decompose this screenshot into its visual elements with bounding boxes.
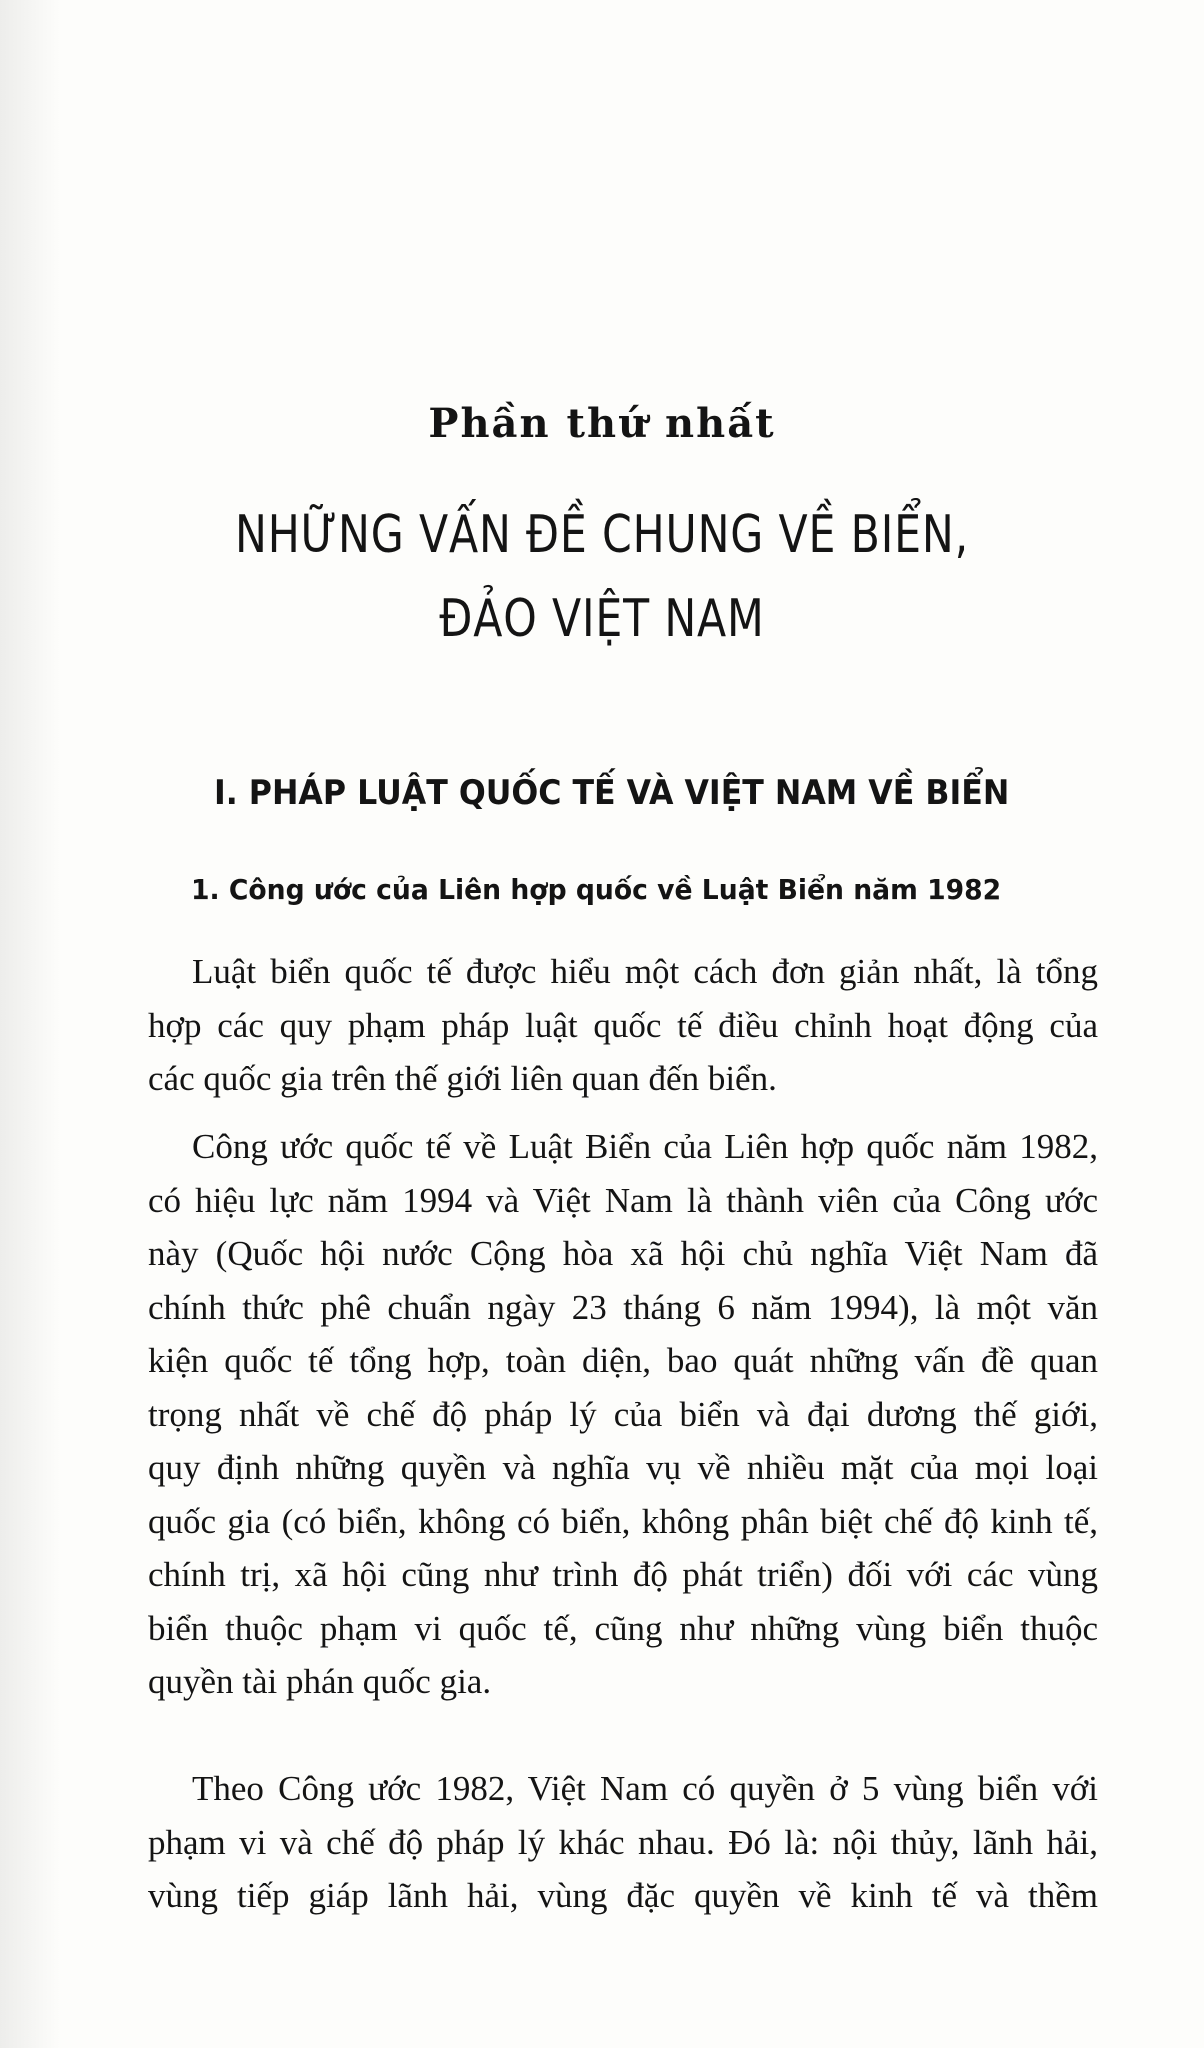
section-heading: I. PHÁP LUẬT QUỐC TẾ VÀ VIỆT NAM VỀ BIỂN	[214, 773, 1010, 813]
text-line: hợp các quy phạm pháp luật quốc tế điều chỉnh hoạt động của	[148, 1005, 1098, 1045]
text-line: trọng nhất về chế độ pháp lý của biển và đại dương thế giới,	[148, 1394, 1098, 1434]
text-line: Luật biển quốc tế được hiểu một cách đơn giản nhất, là tổng	[192, 952, 1098, 991]
paragraph-convention	[148, 1120, 1098, 1709]
part-title-line: NHỮNG VẤN ĐỀ CHUNG VỀ BIỂN,	[235, 505, 969, 565]
text-line: kiện quốc tế tổng hợp, toàn diện, bao quát những vấn đề quan	[148, 1341, 1098, 1380]
paragraph-definition	[148, 945, 1098, 1106]
text-line: quốc gia (có biển, không có biển, không phân biệt chế độ kinh tế,	[148, 1501, 1098, 1541]
text-line: Theo Công ước 1982, Việt Nam có quyền ở 5 vùng biển với	[192, 1769, 1098, 1808]
text-line: vùng tiếp giáp lãnh hải, vùng đặc quyền về kinh tế và thềm	[148, 1876, 1098, 1915]
text-line: chính trị, xã hội cũng như trình độ phát triển) đối với các vùng	[148, 1555, 1098, 1594]
page-edge-shadow	[0, 0, 60, 2048]
text-line: chính thức phê chuẩn ngày 23 tháng 6 năm 1994), là một văn	[148, 1287, 1098, 1327]
paragraph-sea-zones	[148, 1762, 1098, 1923]
part-label: Phần thứ nhất	[428, 400, 776, 447]
text-line: quyền tài phán quốc gia.	[148, 1662, 492, 1701]
text-line: các quốc gia trên thế giới liên quan đến biển.	[148, 1059, 777, 1098]
text-line: Công ước quốc tế về Luật Biển của Liên hợp quốc năm 1982,	[192, 1127, 1098, 1166]
sub-heading: 1. Công ước của Liên hợp quốc về Luật Biển năm 1982	[191, 873, 1002, 906]
part-title	[108, 493, 1095, 661]
text-line: này (Quốc hội nước Cộng hòa xã hội chủ nghĩa Việt Nam đã	[148, 1234, 1098, 1273]
text-line: phạm vi và chế độ pháp lý khác nhau. Đó là: nội thủy, lãnh hải,	[148, 1822, 1098, 1862]
text-line: quy định những quyền và nghĩa vụ về nhiều mặt của mọi loại	[148, 1448, 1098, 1487]
part-title-line: ĐẢO VIỆT NAM	[439, 589, 765, 649]
text-line: có hiệu lực năm 1994 và Việt Nam là thành viên của Công ước	[148, 1180, 1098, 1220]
text-line: biển thuộc phạm vi quốc tế, cũng như những vùng biển thuộc	[148, 1608, 1098, 1648]
